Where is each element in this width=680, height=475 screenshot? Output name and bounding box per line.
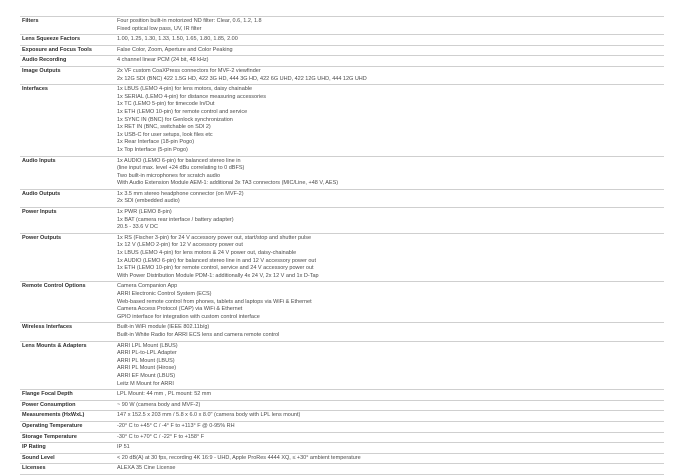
spec-value-line: Camera Companion App xyxy=(117,283,178,290)
spec-value-line: Fixed optical low pass, UV, IR filter xyxy=(117,25,202,32)
spec-value-line: GPIO interface for integration with custom control interface xyxy=(117,313,260,320)
spec-row xyxy=(20,433,664,444)
spec-value-line: 1x ETH (LEMO 10-pin) for remote control and service xyxy=(117,108,248,115)
spec-row xyxy=(20,85,664,156)
spec-row xyxy=(20,342,664,391)
spec-value-line: ARRI Electronic Control System (ECS) xyxy=(117,291,212,297)
spec-row xyxy=(20,454,664,465)
spec-row xyxy=(20,234,664,283)
spec-value-line: -20° C to +45° C / -4° F to +113° F @ 0-95% RH xyxy=(117,422,235,429)
spec-values xyxy=(117,56,664,66)
spec-label: Power Consumption xyxy=(22,401,76,408)
spec-value-line: 1x PWR (LEMO 8-pin) xyxy=(117,209,172,216)
spec-value-line: IP 51 xyxy=(117,444,130,451)
spec-row xyxy=(20,157,664,190)
spec-label: Filters xyxy=(22,18,39,24)
spec-value-line: 1x RS (Fischer 3-pin) for 24 V accessory power out, start/stop and shutter pulse xyxy=(117,234,312,241)
spec-row xyxy=(20,282,664,323)
spec-row xyxy=(20,16,664,35)
spec-value-line: Built-in White Radio for ARRI ECS lens and camera remote control xyxy=(117,331,280,338)
spec-values xyxy=(117,190,664,207)
spec-value-line: ALEXA 35 Cine License xyxy=(117,465,176,472)
spec-value-line: ARRI PL-to-LPL Adapter xyxy=(117,350,177,357)
spec-label: Image Outputs xyxy=(22,67,61,74)
spec-label: Audio Inputs xyxy=(22,157,56,164)
spec-value-line: 1x Top Interface (5-pin Pogo) xyxy=(117,146,188,153)
spec-value-line: -30° C to +70° C / -22° F to +158° F xyxy=(117,433,205,440)
spec-value-line: 1x SERIAL (LEMO 4-pin) for distance measuring accessories xyxy=(117,93,266,100)
spec-row xyxy=(20,411,664,422)
spec-label: Exposure and Focus Tools xyxy=(22,46,92,53)
spec-label: Operating Temperature xyxy=(22,422,83,429)
spec-values xyxy=(117,422,664,432)
spec-values xyxy=(117,67,664,84)
spec-values xyxy=(117,401,664,411)
spec-values xyxy=(117,157,664,189)
spec-value-line: 1x AUDIO (LEMO 6-pin) for balanced stereo line in xyxy=(117,157,241,164)
spec-value-line: Built-in WiFi module (IEEE 802.11b/g) xyxy=(117,324,210,331)
spec-values xyxy=(117,234,664,282)
spec-label: Audio Outputs xyxy=(22,190,61,197)
spec-value-line: 1x LBUS (LEMO 4-pin) for lens motors, daisy chainable xyxy=(117,86,253,93)
spec-label: Licenses xyxy=(22,465,46,472)
spec-value-line: Two built-in microphones for scratch audio xyxy=(117,172,221,179)
spec-value-line: ARRI EF Mount (LBUS) xyxy=(117,372,176,379)
spec-value-line: With Audio Extension Module AEM-1: additional 3x TA3 connectors (MIC/Line, +48 V, AES) xyxy=(117,180,339,187)
spec-value-line: ~ 90 W (camera body and MVF-2) xyxy=(117,401,201,408)
spec-value-line: 2x SDI (embedded audio) xyxy=(117,198,180,205)
spec-label: Power Inputs xyxy=(22,209,57,216)
spec-label: Lens Mounts & Adapters xyxy=(22,342,87,349)
spec-label: Storage Temperature xyxy=(22,433,77,440)
spec-table xyxy=(20,16,664,475)
spec-value-line: 1x RET IN (BNC, switchable on SDI 2) xyxy=(117,124,211,131)
spec-values xyxy=(117,342,664,390)
spec-values xyxy=(117,17,664,34)
spec-row xyxy=(20,35,664,46)
spec-value-line: 1x AUDIO (LEMO 6-pin) for balanced stereo line in and 12 V accessory power out xyxy=(117,257,317,264)
spec-label: Power Outputs xyxy=(22,234,62,241)
spec-label: Wireless Interfaces xyxy=(22,324,73,331)
spec-values xyxy=(117,433,664,443)
spec-values xyxy=(117,454,664,464)
spec-label: Sound Level xyxy=(22,454,55,461)
spec-row xyxy=(20,190,664,208)
spec-value-line: 147 x 152.5 x 203 mm / 5.8 x 6.0 x 8.0" (camera body with LPL lens mount) xyxy=(117,412,301,419)
spec-value-line: Leitz M Mount for ARRI xyxy=(117,380,174,387)
spec-value-line: 2x 12G SDI (BNC) 422 1.5G HD, 422 3G HD, 444 3G HD, 422 6G UHD, 422 12G UHD, 444 12G UHD xyxy=(117,75,367,82)
spec-values xyxy=(117,35,664,45)
spec-value-line: 1x SYNC IN (BNC) for Genlock synchronization xyxy=(117,116,233,123)
spec-value-line: 1x 12 V (LEMO 2-pin) for 12 V accessory power out xyxy=(117,242,243,249)
spec-values xyxy=(117,464,664,474)
spec-values xyxy=(117,411,664,421)
spec-value-line: 1x ETH (LEMO 10-pin) for remote control, service and 24 V accessory power out xyxy=(117,265,314,272)
spec-value-line: 4 channel linear PCM (24 bit, 48 kHz) xyxy=(117,57,209,64)
spec-value-line: 1x TC (LEMO 5-pin) for timecode In/Out xyxy=(117,101,215,108)
spec-value-line: ARRI PL Mount (Hirose) xyxy=(117,365,177,372)
spec-values xyxy=(117,208,664,233)
spec-row xyxy=(20,464,664,475)
spec-value-line: (line input max. level +24 dBu correlating to 0 dBFS) xyxy=(117,165,245,172)
spec-row xyxy=(20,390,664,401)
spec-value-line: ARRI LPL Mount (LBUS) xyxy=(117,342,178,349)
spec-value-line: 20.5 - 33.6 V DC xyxy=(117,224,158,231)
spec-row xyxy=(20,67,664,85)
spec-values xyxy=(117,443,664,453)
spec-row xyxy=(20,401,664,412)
spec-value-line: 1.00, 1.25, 1.30, 1.33, 1.50, 1.65, 1.80, 1.85, 2.00 xyxy=(117,36,238,43)
spec-value-line: 1x BAT (camera rear interface / battery adapter) xyxy=(117,216,234,223)
spec-label: Lens Squeeze Factors xyxy=(22,36,81,43)
spec-row xyxy=(20,323,664,341)
spec-value-line: Four position built-in motorized ND filter: Clear, 0.6, 1.2, 1.8 xyxy=(117,18,262,24)
spec-value-line: Web-based remote control from phones, tablets and laptops via WiFi & Ethernet xyxy=(117,298,312,305)
spec-label: Remote Control Options xyxy=(22,283,86,290)
spec-row xyxy=(20,208,664,234)
spec-values xyxy=(117,390,664,400)
spec-label: Flange Focal Depth xyxy=(22,391,73,398)
spec-value-line: LPL Mount: 44 mm , PL mount: 52 mm xyxy=(117,391,212,398)
spec-value-line: 1x USB-C for user setups, look files etc xyxy=(117,131,213,138)
spec-values xyxy=(117,85,664,155)
spec-value-line: < 20 dB(A) at 30 fps, recording 4K 16:9 - UHD, Apple ProRes 4444 XQ, ≤ +30° ambient temperature xyxy=(117,454,361,461)
spec-row xyxy=(20,46,664,57)
spec-values xyxy=(117,282,664,322)
spec-value-line: 2x VF custom CoaXPress connectors for MVF-2 viewfinder xyxy=(117,67,261,74)
spec-label: Audio Recording xyxy=(22,57,67,64)
spec-values xyxy=(117,46,664,56)
spec-value-line: Camera Access Protocol (CAP) via WiFi & Ethernet xyxy=(117,306,243,313)
spec-row xyxy=(20,443,664,454)
spec-value-line: False Color, Zoom, Aperture and Color Peaking xyxy=(117,46,233,53)
spec-label: Interfaces xyxy=(22,86,48,93)
spec-label: Measurements (HxWxL) xyxy=(22,412,85,419)
spec-value-line: ARRI PL Mount (LBUS) xyxy=(117,357,175,364)
spec-label: IP Rating xyxy=(22,444,46,451)
spec-row xyxy=(20,56,664,67)
spec-value-line: 1x LBUS (LEMO 4-pin) for lens motors & 24 V power out, daisy-chainable xyxy=(117,250,297,257)
spec-row xyxy=(20,422,664,433)
spec-values xyxy=(117,323,664,340)
spec-value-line: 1x 3.5 mm stereo headphone connector (on MVF-2) xyxy=(117,190,244,197)
spec-value-line: With Power Distribution Module PDM-1: additionally 4x 24 V, 2x 12 V and 1x D-Tap xyxy=(117,272,319,279)
spec-value-line: 1x Rear Interface (18-pin Pogo) xyxy=(117,139,195,146)
